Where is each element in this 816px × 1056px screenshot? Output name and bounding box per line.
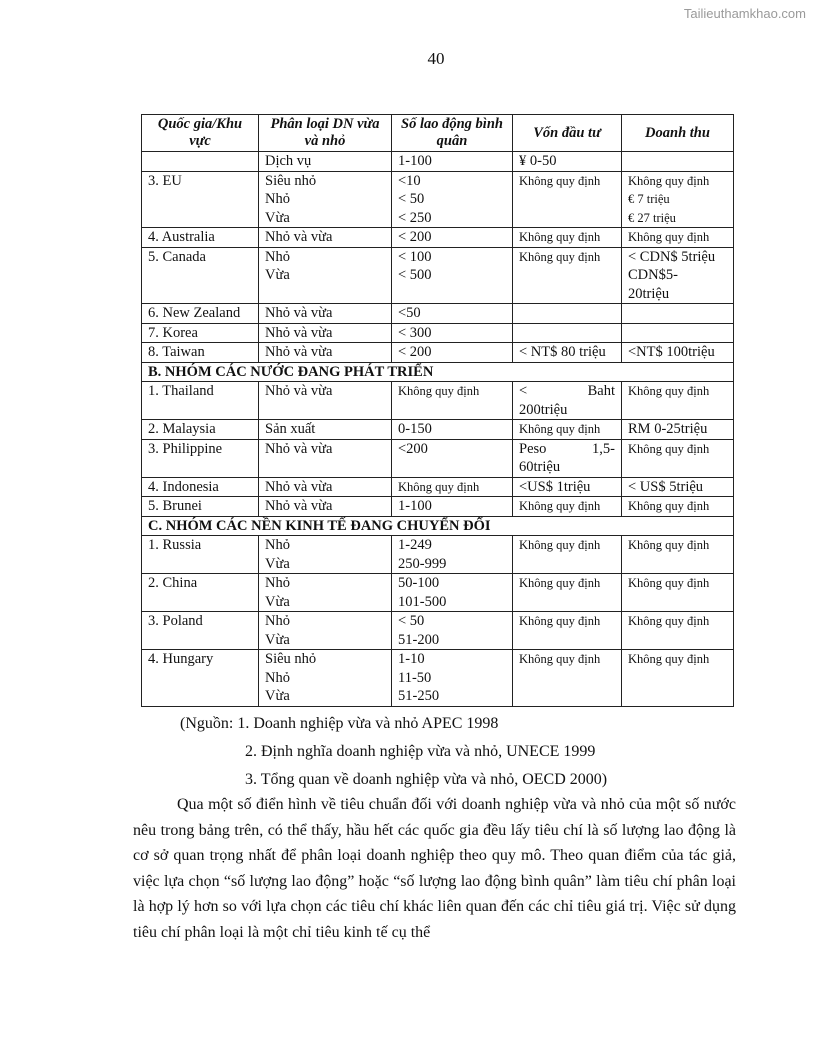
cell-line: < CDN$ 5triệu bbox=[628, 248, 716, 265]
cell-line: Không quy định bbox=[519, 249, 601, 264]
cell-line: < 250 bbox=[398, 209, 432, 226]
capital-cell bbox=[513, 304, 622, 324]
cell-line: Nhỏ bbox=[265, 191, 290, 207]
capital-cell bbox=[513, 612, 622, 650]
table-row bbox=[142, 650, 734, 707]
type-cell bbox=[259, 650, 392, 707]
cell-line: 6. New Zealand bbox=[148, 305, 241, 321]
labor-cell bbox=[392, 323, 513, 343]
type-cell bbox=[259, 343, 392, 363]
type-cell bbox=[259, 247, 392, 304]
table-row bbox=[142, 152, 734, 172]
country-cell bbox=[142, 536, 259, 574]
capital-cell: Không quy định bbox=[513, 420, 622, 440]
country-cell bbox=[142, 323, 259, 343]
revenue-cell: Không quy định bbox=[622, 497, 734, 517]
cell-line: Không quy định bbox=[628, 652, 710, 666]
cell-line: Vừa bbox=[265, 631, 290, 648]
cell-line: Nhỏ bbox=[265, 669, 290, 686]
table-body-c bbox=[142, 536, 734, 707]
cell-line bbox=[628, 304, 727, 323]
watermark: Tailieuthamkhao.com bbox=[683, 6, 806, 21]
body-paragraph bbox=[133, 792, 736, 945]
labor-cell: <200 bbox=[392, 439, 513, 477]
country-cell bbox=[142, 228, 259, 248]
group-row-b bbox=[142, 362, 734, 382]
capital-part: Baht bbox=[587, 383, 615, 399]
capital-part: < bbox=[519, 383, 528, 399]
cell-line: < NT$ 80 triệu bbox=[519, 344, 606, 360]
revenue-cell bbox=[622, 247, 734, 304]
cell-line bbox=[519, 324, 615, 343]
table-row bbox=[142, 304, 734, 324]
type-cell: Nhỏ và vừa bbox=[259, 497, 392, 517]
cell-line: < 200 bbox=[398, 229, 432, 245]
capital-cell bbox=[513, 650, 622, 707]
cell-line: Nhỏ bbox=[265, 248, 290, 265]
revenue-cell bbox=[622, 171, 734, 228]
cell-line: < 500 bbox=[398, 267, 432, 283]
source-note-2: 2. Định nghĩa doanh nghiệp vừa và nhỏ, UNECE 1999 bbox=[245, 743, 596, 760]
cell-line: Nhỏ và vừa bbox=[265, 324, 333, 341]
capital-cell bbox=[513, 323, 622, 343]
cell-line: Siêu nhỏ bbox=[265, 172, 317, 189]
country-cell: 1. Thailand bbox=[142, 382, 259, 420]
country-cell bbox=[142, 612, 259, 650]
country-cell bbox=[142, 152, 259, 172]
cell-line: Không quy định bbox=[519, 538, 601, 552]
country-cell bbox=[142, 650, 259, 707]
labor-cell bbox=[392, 574, 513, 612]
type-cell bbox=[259, 612, 392, 650]
table-row bbox=[142, 477, 734, 497]
labor-cell bbox=[392, 228, 513, 248]
cell-line: < 300 bbox=[398, 324, 432, 341]
capital-cell bbox=[513, 439, 622, 477]
country-cell: 5. Brunei bbox=[142, 497, 259, 517]
cell-line: < 100 bbox=[398, 248, 432, 265]
cell-line bbox=[519, 304, 615, 323]
type-cell: Nhỏ và vừa bbox=[259, 477, 392, 497]
revenue-cell: RM 0-25triệu bbox=[622, 420, 734, 440]
cell-line: Không quy định bbox=[628, 173, 710, 188]
country-cell bbox=[142, 574, 259, 612]
labor-cell bbox=[392, 247, 513, 304]
table-row bbox=[142, 439, 734, 477]
cell-line: <50 bbox=[398, 305, 421, 321]
cell-line: Vừa bbox=[265, 267, 290, 283]
cell-line: 51-250 bbox=[398, 688, 440, 704]
source-note-1: (Nguồn: 1. Doanh nghiệp vừa và nhỏ APEC 1998 bbox=[180, 715, 499, 732]
group-row-c bbox=[142, 516, 734, 536]
cell-line: Nhỏ và vừa bbox=[265, 344, 333, 360]
group-c-title: C. NHÓM CÁC NỀN KINH TẾ ĐANG CHUYỂN ĐỔI bbox=[142, 516, 734, 536]
table-body-b bbox=[142, 362, 734, 536]
labor-cell bbox=[392, 536, 513, 574]
country-cell bbox=[142, 247, 259, 304]
capital-cell bbox=[513, 382, 622, 420]
cell-line: 1-249 bbox=[398, 537, 432, 553]
revenue-cell: Không quy định bbox=[622, 439, 734, 477]
cell-line: < 50 bbox=[398, 613, 425, 629]
labor-cell: Không quy định bbox=[392, 382, 513, 420]
capital-cell: Không quy định bbox=[513, 497, 622, 517]
capital-cell bbox=[513, 247, 622, 304]
capital-part: 200triệu bbox=[519, 401, 568, 418]
revenue-cell bbox=[622, 228, 734, 248]
type-cell bbox=[259, 228, 392, 248]
revenue-cell bbox=[622, 323, 734, 343]
country-cell bbox=[142, 343, 259, 363]
type-cell bbox=[259, 323, 392, 343]
header-revenue: Doanh thu bbox=[622, 115, 734, 152]
cell-line: Không quy định bbox=[628, 576, 710, 590]
capital-cell bbox=[513, 536, 622, 574]
type-cell bbox=[259, 574, 392, 612]
cell-line: Nhỏ bbox=[265, 575, 290, 591]
table-row bbox=[142, 536, 734, 574]
cell-line bbox=[628, 152, 727, 171]
revenue-cell: < US$ 5triệu bbox=[622, 477, 734, 497]
cell-line: 101-500 bbox=[398, 593, 447, 610]
cell-line: Không quy định bbox=[628, 538, 710, 552]
country-cell bbox=[142, 304, 259, 324]
cell-line: 20triệu bbox=[628, 285, 670, 302]
capital-cell bbox=[513, 574, 622, 612]
cell-line: ¥ 0-50 bbox=[519, 153, 557, 169]
cell-line: 4. Hungary bbox=[148, 651, 214, 667]
revenue-cell: Không quy định bbox=[622, 382, 734, 420]
cell-line bbox=[628, 324, 727, 343]
capital-cell bbox=[513, 228, 622, 248]
country-cell: 4. Indonesia bbox=[142, 477, 259, 497]
revenue-cell bbox=[622, 650, 734, 707]
capital-part: Peso bbox=[519, 440, 547, 457]
country-cell bbox=[142, 171, 259, 228]
labor-cell: 0-150 bbox=[392, 420, 513, 440]
type-cell: Nhỏ và vừa bbox=[259, 382, 392, 420]
labor-cell bbox=[392, 343, 513, 363]
cell-line: 1-100 bbox=[398, 153, 432, 169]
cell-line: < 200 bbox=[398, 344, 432, 360]
revenue-cell bbox=[622, 152, 734, 172]
cell-line: CDN$5- bbox=[628, 267, 678, 283]
capital-part: 1,5- bbox=[592, 440, 615, 457]
source-note-3: 3. Tổng quan về doanh nghiệp vừa và nhỏ, OECD 2000) bbox=[245, 771, 608, 788]
table-row bbox=[142, 574, 734, 612]
labor-cell: Không quy định bbox=[392, 477, 513, 497]
cell-line: Không quy định bbox=[519, 614, 601, 628]
cell-line: 51-200 bbox=[398, 631, 440, 648]
type-cell bbox=[259, 152, 392, 172]
cell-line: Không quy định bbox=[519, 652, 601, 666]
header-country: Quốc gia/Khu vực bbox=[142, 115, 259, 152]
type-cell bbox=[259, 304, 392, 324]
cell-line: 5. Canada bbox=[148, 248, 206, 265]
type-cell: Nhỏ và vừa bbox=[259, 439, 392, 477]
capital-cell bbox=[513, 152, 622, 172]
sme-criteria-table bbox=[141, 114, 734, 707]
labor-cell: 1-100 bbox=[392, 497, 513, 517]
cell-line: 4. Australia bbox=[148, 229, 215, 245]
cell-line: Nhỏ và vừa bbox=[265, 305, 333, 321]
cell-line: < 50 bbox=[398, 191, 425, 207]
cell-line: € 7 triệu bbox=[628, 192, 670, 206]
table-row bbox=[142, 497, 734, 517]
table-row bbox=[142, 420, 734, 440]
type-cell bbox=[259, 171, 392, 228]
table-row bbox=[142, 228, 734, 248]
type-cell bbox=[259, 536, 392, 574]
cell-line: Siêu nhỏ bbox=[265, 651, 317, 667]
cell-line: 50-100 bbox=[398, 575, 440, 591]
cell-line: 8. Taiwan bbox=[148, 344, 205, 360]
labor-cell bbox=[392, 304, 513, 324]
revenue-cell bbox=[622, 612, 734, 650]
labor-cell bbox=[392, 650, 513, 707]
cell-line: 1. Russia bbox=[148, 537, 202, 553]
cell-line: 3. EU bbox=[148, 172, 182, 189]
table-header-row bbox=[142, 115, 734, 152]
cell-line: <10 bbox=[398, 172, 421, 189]
cell-line: <NT$ 100triệu bbox=[628, 344, 715, 360]
cell-line: Vừa bbox=[265, 555, 290, 572]
header-capital: Vốn đầu tư bbox=[513, 115, 622, 152]
country-cell: 2. Malaysia bbox=[142, 420, 259, 440]
revenue-cell bbox=[622, 343, 734, 363]
cell-line: Vừa bbox=[265, 209, 290, 226]
group-b-title: B. NHÓM CÁC NƯỚC ĐANG PHÁT TRIỂN bbox=[142, 362, 734, 382]
revenue-cell bbox=[622, 574, 734, 612]
cell-line: Nhỏ bbox=[265, 613, 290, 629]
cell-line: Không quy định bbox=[519, 230, 601, 244]
capital-part: 60triệu bbox=[519, 459, 561, 475]
labor-cell bbox=[392, 152, 513, 172]
paragraph-text: Qua một số điển hình về tiêu chuẩn đối với doanh nghiệp vừa và nhỏ của một số nước nêu trong bảng trên, có thể thấy, hầu hết các quốc gia đều lấy tiêu chí là số lượng lao động là cơ sở quan trọng nhất để phân loại doanh nghiệp theo quy mô. Theo quan điểm của tác giả, việc lựa chọn “số lượng lao động” hoặc “số lượng lao động bình quân” làm tiêu chí phân loại là hợp lý hơn so với lựa chọn các tiêu chí khác liên quan đến các chỉ tiêu giá trị. Việc sử dụng tiêu chí phân loại là một chỉ tiêu kinh tế cụ thể bbox=[133, 796, 736, 941]
revenue-cell bbox=[622, 536, 734, 574]
cell-line: Không quy định bbox=[519, 576, 601, 590]
cell-line: € 27 triệu bbox=[628, 210, 676, 225]
country-cell: 3. Philippine bbox=[142, 439, 259, 477]
cell-line: Vừa bbox=[265, 688, 290, 704]
cell-line: Không quy định bbox=[628, 614, 710, 628]
cell-line: Dịch vụ bbox=[265, 153, 312, 169]
cell-line: Không quy định bbox=[628, 230, 710, 244]
cell-line: Nhỏ bbox=[265, 537, 290, 553]
table-row bbox=[142, 343, 734, 363]
table-row bbox=[142, 382, 734, 420]
table-body-top bbox=[142, 152, 734, 363]
header-type: Phân loại DN vừa và nhỏ bbox=[259, 115, 392, 152]
revenue-cell bbox=[622, 304, 734, 324]
labor-cell bbox=[392, 612, 513, 650]
labor-cell bbox=[392, 171, 513, 228]
table-row bbox=[142, 247, 734, 304]
capital-cell bbox=[513, 343, 622, 363]
cell-line: 3. Poland bbox=[148, 613, 203, 629]
cell-line bbox=[148, 152, 252, 171]
cell-line: 1-10 bbox=[398, 651, 425, 667]
table-row bbox=[142, 323, 734, 343]
page-number: 40 bbox=[427, 49, 445, 68]
cell-line: 250-999 bbox=[398, 555, 447, 572]
capital-cell: <US$ 1triệu bbox=[513, 477, 622, 497]
cell-line: Nhỏ và vừa bbox=[265, 229, 333, 245]
capital-cell bbox=[513, 171, 622, 228]
type-cell: Sản xuất bbox=[259, 420, 392, 440]
header-labor: Số lao động bình quân bbox=[392, 115, 513, 152]
table-row bbox=[142, 171, 734, 228]
cell-line: Vừa bbox=[265, 593, 290, 610]
cell-line: 7. Korea bbox=[148, 324, 198, 341]
cell-line: 2. China bbox=[148, 575, 198, 591]
table-row bbox=[142, 612, 734, 650]
cell-line: Không quy định bbox=[519, 173, 601, 188]
cell-line: 11-50 bbox=[398, 669, 432, 686]
